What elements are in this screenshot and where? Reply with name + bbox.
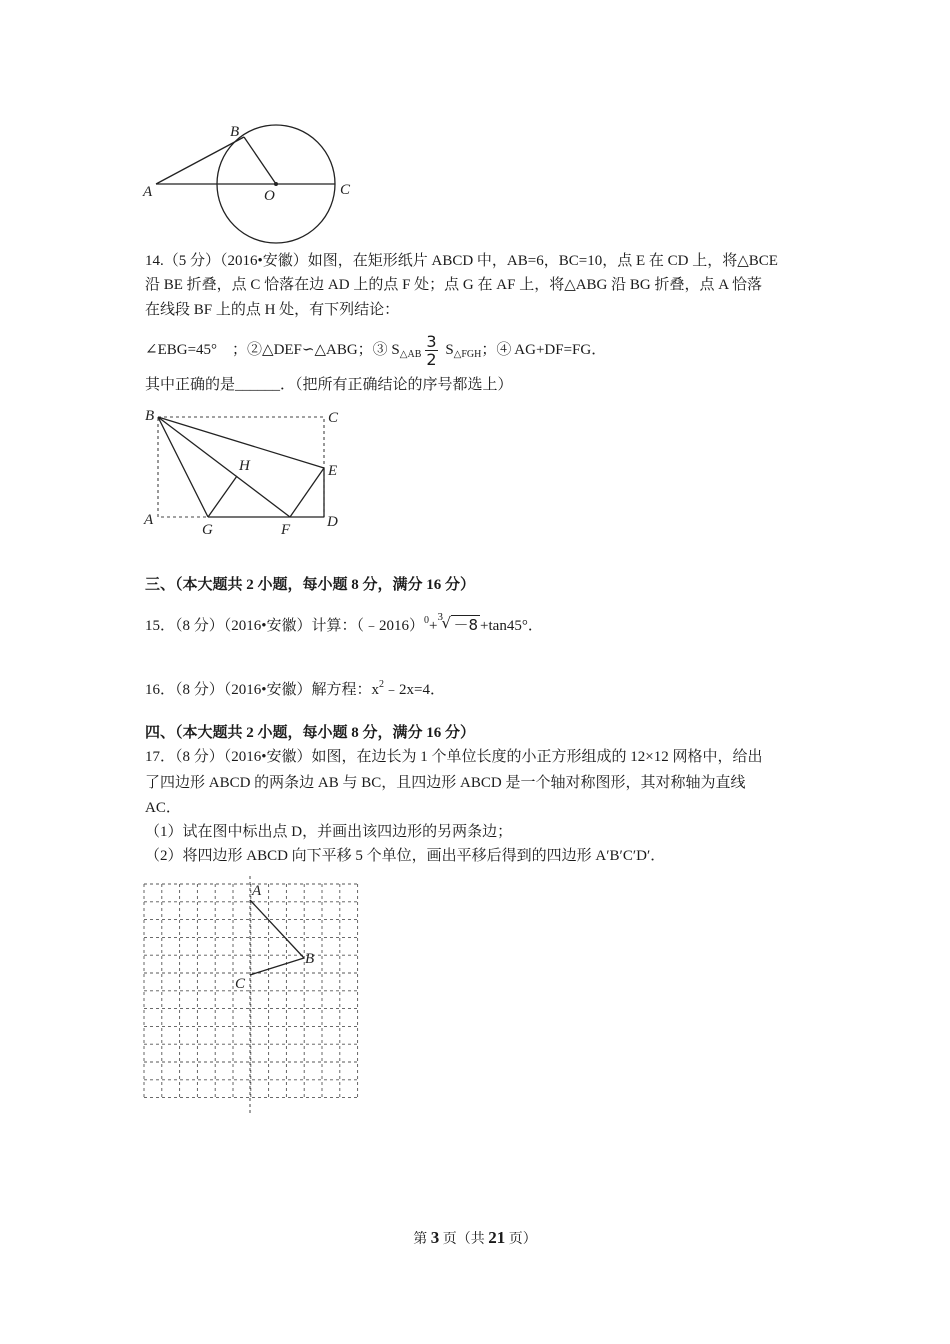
section4-heading: 四、（本大题共 2 小题，每小题 8 分，满分 16 分） [145, 725, 476, 741]
q14-line1: 14.（5 分）（2016•安徽）如图，在矩形纸片 ABCD 中，AB=6，BC=10，点 E 在 CD 上，将△BCE [145, 253, 778, 269]
label-o: O [264, 188, 275, 204]
conclusion-2-sub: △AB [399, 348, 422, 360]
label-b: B [305, 951, 315, 967]
q17-line2: 了四边形 ABCD 的两条边 AB 与 BC，且四边形 ABCD 是一个轴对称图形，其对称轴为直线 [145, 775, 746, 791]
radicand: －8 [453, 616, 479, 634]
fraction-denominator: 2 [426, 350, 437, 369]
segment-ab [250, 900, 304, 958]
page-total: 21 [488, 1228, 506, 1247]
label-h: H [239, 458, 250, 474]
label-f: F [281, 522, 291, 538]
section3-heading: 三、（本大题共 2 小题，每小题 8 分，满分 16 分） [145, 577, 476, 593]
conclusion-3-sub: △FGH [453, 348, 482, 360]
segment-bf [158, 417, 290, 517]
radius-ob [244, 137, 276, 184]
label-c: C [340, 182, 351, 198]
q15-suffix: +tan45°． [480, 618, 543, 634]
conclusion-1: ∠EBG=45° [145, 341, 218, 358]
footer-pre: 第 [413, 1232, 431, 1247]
fraction [425, 333, 437, 368]
q16-suffix: ﹣2x=4． [384, 682, 445, 698]
page-number: 3 [430, 1228, 440, 1247]
q16 [145, 673, 445, 702]
label-e: E [328, 463, 338, 479]
footer-post: 页） [505, 1232, 537, 1247]
segment-bg [158, 417, 208, 517]
page-footer [0, 1228, 950, 1248]
q15-plus: + [429, 618, 438, 634]
q16-exponent: 2 [379, 679, 385, 690]
center-point [274, 182, 278, 186]
q14-answer-line: 其中正确的是______．（把所有正确结论的序号都选上） [145, 377, 513, 393]
q16-prefix: 16．（8 分）（2016•安徽）解方程：x [145, 682, 380, 698]
label-c: C [235, 976, 246, 992]
q15-prefix: 15．（8 分）（2016•安徽）计算：（﹣2016） [145, 618, 425, 634]
label-a: A [143, 184, 153, 200]
q14-line2: 沿 BE 折叠，点 C 恰落在边 AD 上的点 F 处；点 G 在 AF 上，将△ABG 沿 BG 折叠，点 A 恰落 [145, 277, 762, 293]
q17-subq1: （1）试在图中标出点 D，并画出该四边形的另两条边； [145, 824, 513, 840]
circle-tangent-figure [140, 118, 360, 250]
cube-root [437, 613, 480, 638]
segment-ef [290, 468, 324, 517]
q14-line3: 在线段 BF 上的点 H 处，有下列结论： [145, 302, 400, 318]
q14-conclusions [145, 333, 606, 370]
q17-subq2: （2）将四边形 ABCD 向下平移 5 个单位，画出平移后得到的四边形 A′B′C′D′． [145, 848, 666, 864]
segment-gh [208, 476, 237, 517]
fraction-numerator: 3 [426, 332, 437, 351]
rectangle-fold-figure [140, 400, 350, 540]
q17-line3: AC． [145, 800, 181, 816]
q15-exponent: 0 [424, 615, 430, 626]
q17-line1: 17．（8 分）（2016•安徽）如图，在边长为 1 个单位长度的小正方形组成的 12×12 网格中，给出 [145, 749, 763, 765]
conclusion-3: S [445, 341, 454, 358]
label-b: B [230, 124, 240, 140]
tangent-ab [156, 137, 244, 184]
conclusion-2: ；②△DEF∽△ABG；③ S [232, 341, 400, 358]
segment-bc [250, 958, 304, 975]
grid-lines [144, 884, 358, 1098]
label-b: B [145, 408, 155, 424]
q15 [145, 609, 543, 638]
label-a: A [252, 883, 262, 899]
footer-mid: 页（共 [439, 1232, 489, 1247]
label-g: G [202, 522, 213, 538]
label-a: A [144, 512, 154, 528]
label-c: C [328, 410, 339, 426]
grid-figure [140, 876, 365, 1116]
label-d: D [327, 514, 338, 530]
root-index: 3 [437, 611, 443, 623]
radical-sign-icon: √ [441, 614, 452, 632]
conclusion-4: ；④ AG+DF=FG． [481, 341, 607, 358]
